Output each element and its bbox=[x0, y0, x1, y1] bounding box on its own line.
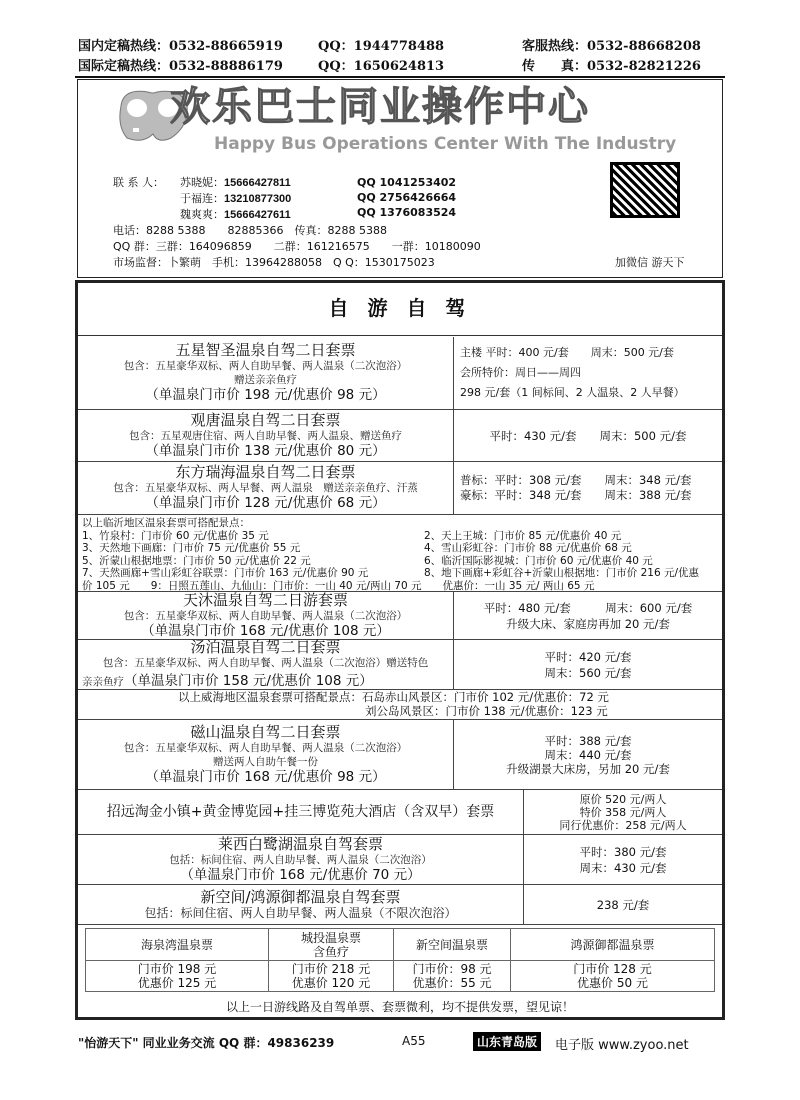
package-title: 新空间/鸿源御都温泉自驾套票 bbox=[200, 888, 401, 906]
edition-website[interactable]: 电子版 www.zyoo.net bbox=[555, 1038, 689, 1053]
attraction-item: 价 105 元 9：日照五莲山、九仙山：门市价：一山 40 元/两山 70 元 优惠价：一山 35 元/ 两山 65 元 bbox=[82, 579, 595, 592]
attraction-item: 5、沂蒙山根据地票：门市价 50 元/优惠价 22 元 bbox=[82, 554, 311, 567]
contact-person bbox=[180, 207, 291, 223]
contact-list bbox=[180, 175, 291, 223]
package-desc: 包含：五星豪华双标、两人自助早餐、两人温泉（二次泡浴） bbox=[123, 360, 408, 372]
page-number: A55 bbox=[402, 1034, 426, 1048]
attraction-item: 4、雪山彩虹谷：门市价 88 元/优惠价 68 元 bbox=[424, 542, 632, 554]
ticket-name: 海泉湾温泉票 bbox=[86, 929, 269, 961]
qr-code-icon bbox=[610, 162, 680, 218]
package-price: （单温泉门市价 168 元/优惠价 98 元） bbox=[145, 768, 386, 785]
rate: 周末：560 元/套 bbox=[544, 665, 632, 680]
package-desc: 包含：五星豪华双标、两人自助早餐、两人温泉（二次泡浴）赠送特色 bbox=[102, 657, 429, 669]
package-row bbox=[78, 720, 722, 790]
package-desc: 赠送亲亲鱼疗 bbox=[234, 374, 297, 386]
ticket-name: 城投温泉票 含鱼疗 bbox=[269, 929, 394, 961]
package-row bbox=[78, 337, 722, 410]
rate: 升级大床、家庭房再加 20 元/套 bbox=[506, 616, 670, 631]
rate: 周末：440 元/套 bbox=[544, 747, 632, 762]
attraction-item: 刘公岛风景区：门市价 138 元/优惠价：123 元 bbox=[365, 704, 608, 718]
contact-phone: 13210877300 bbox=[224, 193, 292, 205]
attraction-item: 7、天然画廊+雪山彩虹谷联票：门市价 163 元/优惠价 90 元 bbox=[82, 567, 369, 579]
intl-qq: QQ：1650624813 bbox=[318, 59, 445, 74]
ticket-price: 门市价：98 元 优惠价：55 元 bbox=[394, 961, 511, 992]
attraction-item: 2、天上王城：门市价 85 元/优惠价 40 元 bbox=[424, 529, 622, 542]
table-row bbox=[86, 961, 715, 992]
rate: 平时：380 元/套 bbox=[579, 844, 667, 859]
brand-name-en: Happy Bus Operations Center With The Industry bbox=[214, 134, 677, 154]
package-title: 天沐温泉自驾二日游套票 bbox=[182, 590, 348, 609]
package-row bbox=[78, 790, 722, 835]
package-title: 东方瑞海温泉自驾二日套票 bbox=[175, 463, 356, 481]
domestic-hotline: 国内定稿热线：0532-88665919 bbox=[78, 39, 283, 54]
attractions-heading: 以上临沂地区温泉套票可搭配景点： bbox=[82, 517, 250, 529]
ticket-price: 门市价 128 元 优惠价 50 元 bbox=[511, 961, 715, 992]
supervisor-line: 市场监督：卜繁萌 手机：13964288058 Q Q：1530175023 bbox=[113, 256, 435, 269]
wechat-label: 加微信 游天下 bbox=[615, 256, 685, 269]
package-desc: 包含：五星观唐住宿、两人自助早餐、两人温泉、赠送鱼疗 bbox=[129, 429, 402, 442]
table-row bbox=[86, 929, 715, 961]
ticket-name: 新空间温泉票 bbox=[394, 929, 511, 961]
rate: 周末：430 元/套 bbox=[579, 860, 667, 875]
rate: 平时：480 元/套 周末：600 元/套 bbox=[483, 600, 693, 615]
contact-qq: QQ 1041253402 bbox=[357, 176, 457, 189]
rate: 298 元/套（1 间标间、2 人温泉、2 人早餐） bbox=[460, 386, 685, 399]
section-title: 自 游 自 驾 bbox=[78, 284, 722, 336]
weihai-attractions bbox=[78, 690, 722, 720]
attraction-item: 6、临沂国际影视城：门市价 60 元/优惠价 40 元 bbox=[424, 554, 653, 567]
header-divider bbox=[75, 76, 725, 78]
rate: 特价 358 元/两人 bbox=[579, 805, 667, 819]
qq-groups: QQ 群：三群：164096859 二群：161216575 一群：10180090 bbox=[113, 240, 481, 253]
package-desc: 包括：标间住宿、两人自助早餐、两人温泉（不限次泡浴） bbox=[144, 906, 457, 920]
attraction-item: 1、竹泉村：门市价 60 元/优惠价 35 元 bbox=[82, 529, 269, 542]
package-price: （单温泉门市价 158 元/优惠价 108 元） bbox=[124, 673, 373, 689]
linyi-attractions bbox=[78, 515, 722, 592]
tel-line: 电话：8288 5388 82885366 传真：8288 5388 bbox=[113, 224, 387, 237]
package-title: 莱西白鹭湖温泉自驾套票 bbox=[217, 834, 383, 853]
package-price: （单温泉门市价 128 元/优惠价 68 元） bbox=[145, 495, 386, 511]
rate: 平时：420 元/套 bbox=[544, 649, 632, 664]
rate: 升级湖景大床房，另加 20 元/套 bbox=[506, 761, 670, 776]
ticket-price: 门市价 198 元 优惠价 125 元 bbox=[86, 961, 269, 992]
package-desc: 亲亲鱼疗 bbox=[82, 676, 124, 688]
fax: 传 真：0532-82821226 bbox=[522, 59, 701, 74]
rate: 普标：平时：308 元/套 周末：348 元/套 bbox=[460, 473, 692, 487]
package-title: 五星智圣温泉自驾二日套票 bbox=[175, 341, 356, 359]
invoice-notice: 以上一日游线路及自驾单票、套票微利，均不提供发票，望见谅！ bbox=[225, 1000, 574, 1014]
rate: 豪标：平时：348 元/套 周末：388 元/套 bbox=[460, 488, 692, 502]
contact-phone: 15666427811 bbox=[224, 177, 291, 189]
hot-spring-tickets-table bbox=[85, 928, 715, 992]
ticket-name: 鸿源御都温泉票 bbox=[511, 929, 715, 961]
footer-qq-group: "怡游天下" 同业业务交流 QQ 群：49836239 bbox=[78, 1036, 335, 1050]
rate: 238 元/套 bbox=[596, 897, 650, 912]
package-title: 观唐温泉自驾二日套票 bbox=[190, 410, 341, 429]
contact-name: 于福连： bbox=[180, 192, 224, 205]
package-desc: 包括：标间住宿、两人自助早餐、两人温泉（二次泡浴） bbox=[169, 853, 432, 866]
contact-person bbox=[180, 191, 291, 207]
rate: 平时：430 元/套 周末：500 元/套 bbox=[489, 428, 687, 443]
contact-name: 魏爽爽： bbox=[180, 208, 224, 221]
package-price: （单温泉门市价 168 元/优惠价 70 元） bbox=[180, 866, 421, 883]
package-desc: 包含：五星豪华双标、两人自助早餐、两人温泉（二次泡浴） bbox=[123, 741, 408, 754]
package-title: 汤泊温泉自驾二日套票 bbox=[190, 638, 341, 656]
package-row bbox=[78, 640, 722, 690]
package-price: （单温泉门市价 168 元/优惠价 108 元） bbox=[141, 622, 390, 639]
package-row bbox=[78, 592, 722, 640]
service-hotline: 客服热线：0532-88668208 bbox=[522, 39, 701, 54]
package-desc: 赠送两人自助午餐一份 bbox=[213, 755, 318, 768]
rate: 原价 520 元/两人 bbox=[579, 792, 667, 806]
package-desc: 包含：五星豪华双标、两人自助早餐、两人温泉（二次泡浴） bbox=[123, 609, 408, 622]
package-row bbox=[78, 462, 722, 515]
contact-person bbox=[180, 175, 291, 191]
edition-badge: 山东青岛版 bbox=[473, 1032, 541, 1051]
package-desc: 包含：五星豪华双标、两人早餐、两人温泉 赠送亲亲鱼疗、汗蒸 bbox=[113, 482, 418, 494]
intl-hotline: 国际定稿热线：0532-88886179 bbox=[78, 59, 283, 74]
package-row bbox=[78, 885, 722, 925]
package-row bbox=[78, 835, 722, 885]
contact-name: 苏晓妮： bbox=[180, 176, 224, 189]
contact-phone: 15666427611 bbox=[224, 209, 291, 221]
contact-qq-list bbox=[357, 175, 456, 220]
contact-qq: QQ 1376083524 bbox=[357, 206, 457, 219]
package-title: 磁山温泉自驾二日套票 bbox=[190, 722, 341, 741]
attraction-item: 以上威海地区温泉套票可搭配景点：石岛赤山风景区：门市价 102 元/优惠价：72 元 bbox=[178, 690, 609, 704]
attraction-item: 8、地下画廊+彩虹谷+沂蒙山根据地：门市价 216 元/优惠 bbox=[424, 567, 700, 579]
contact-label: 联 系 人： bbox=[113, 176, 164, 189]
package-price: （单温泉门市价 138 元/优惠价 80 元） bbox=[145, 442, 386, 459]
contact-qq: QQ 2756426664 bbox=[357, 191, 457, 204]
package-price: （单温泉门市价 198 元/优惠价 98 元） bbox=[145, 387, 386, 403]
rate: 会所特价：周日——周四 bbox=[460, 366, 581, 379]
ticket-price: 门市价 218 元 优惠价 120 元 bbox=[269, 961, 394, 992]
rate: 主楼 平时：400 元/套 周末：500 元/套 bbox=[460, 346, 674, 359]
rate: 同行优惠价：258 元/两人 bbox=[559, 818, 687, 832]
rate: 平时：388 元/套 bbox=[544, 733, 632, 748]
attraction-item: 3、天然地下画廊：门市价 75 元/优惠价 55 元 bbox=[82, 542, 301, 554]
package-row bbox=[78, 410, 722, 462]
domestic-qq: QQ：1944778488 bbox=[318, 39, 445, 54]
brand-name-cn: 欢乐巴士同业操作中心 bbox=[170, 84, 590, 130]
package-title: 招远淘金小镇+黄金博览园+挂三博览苑大酒店（含双早）套票 bbox=[106, 803, 495, 820]
